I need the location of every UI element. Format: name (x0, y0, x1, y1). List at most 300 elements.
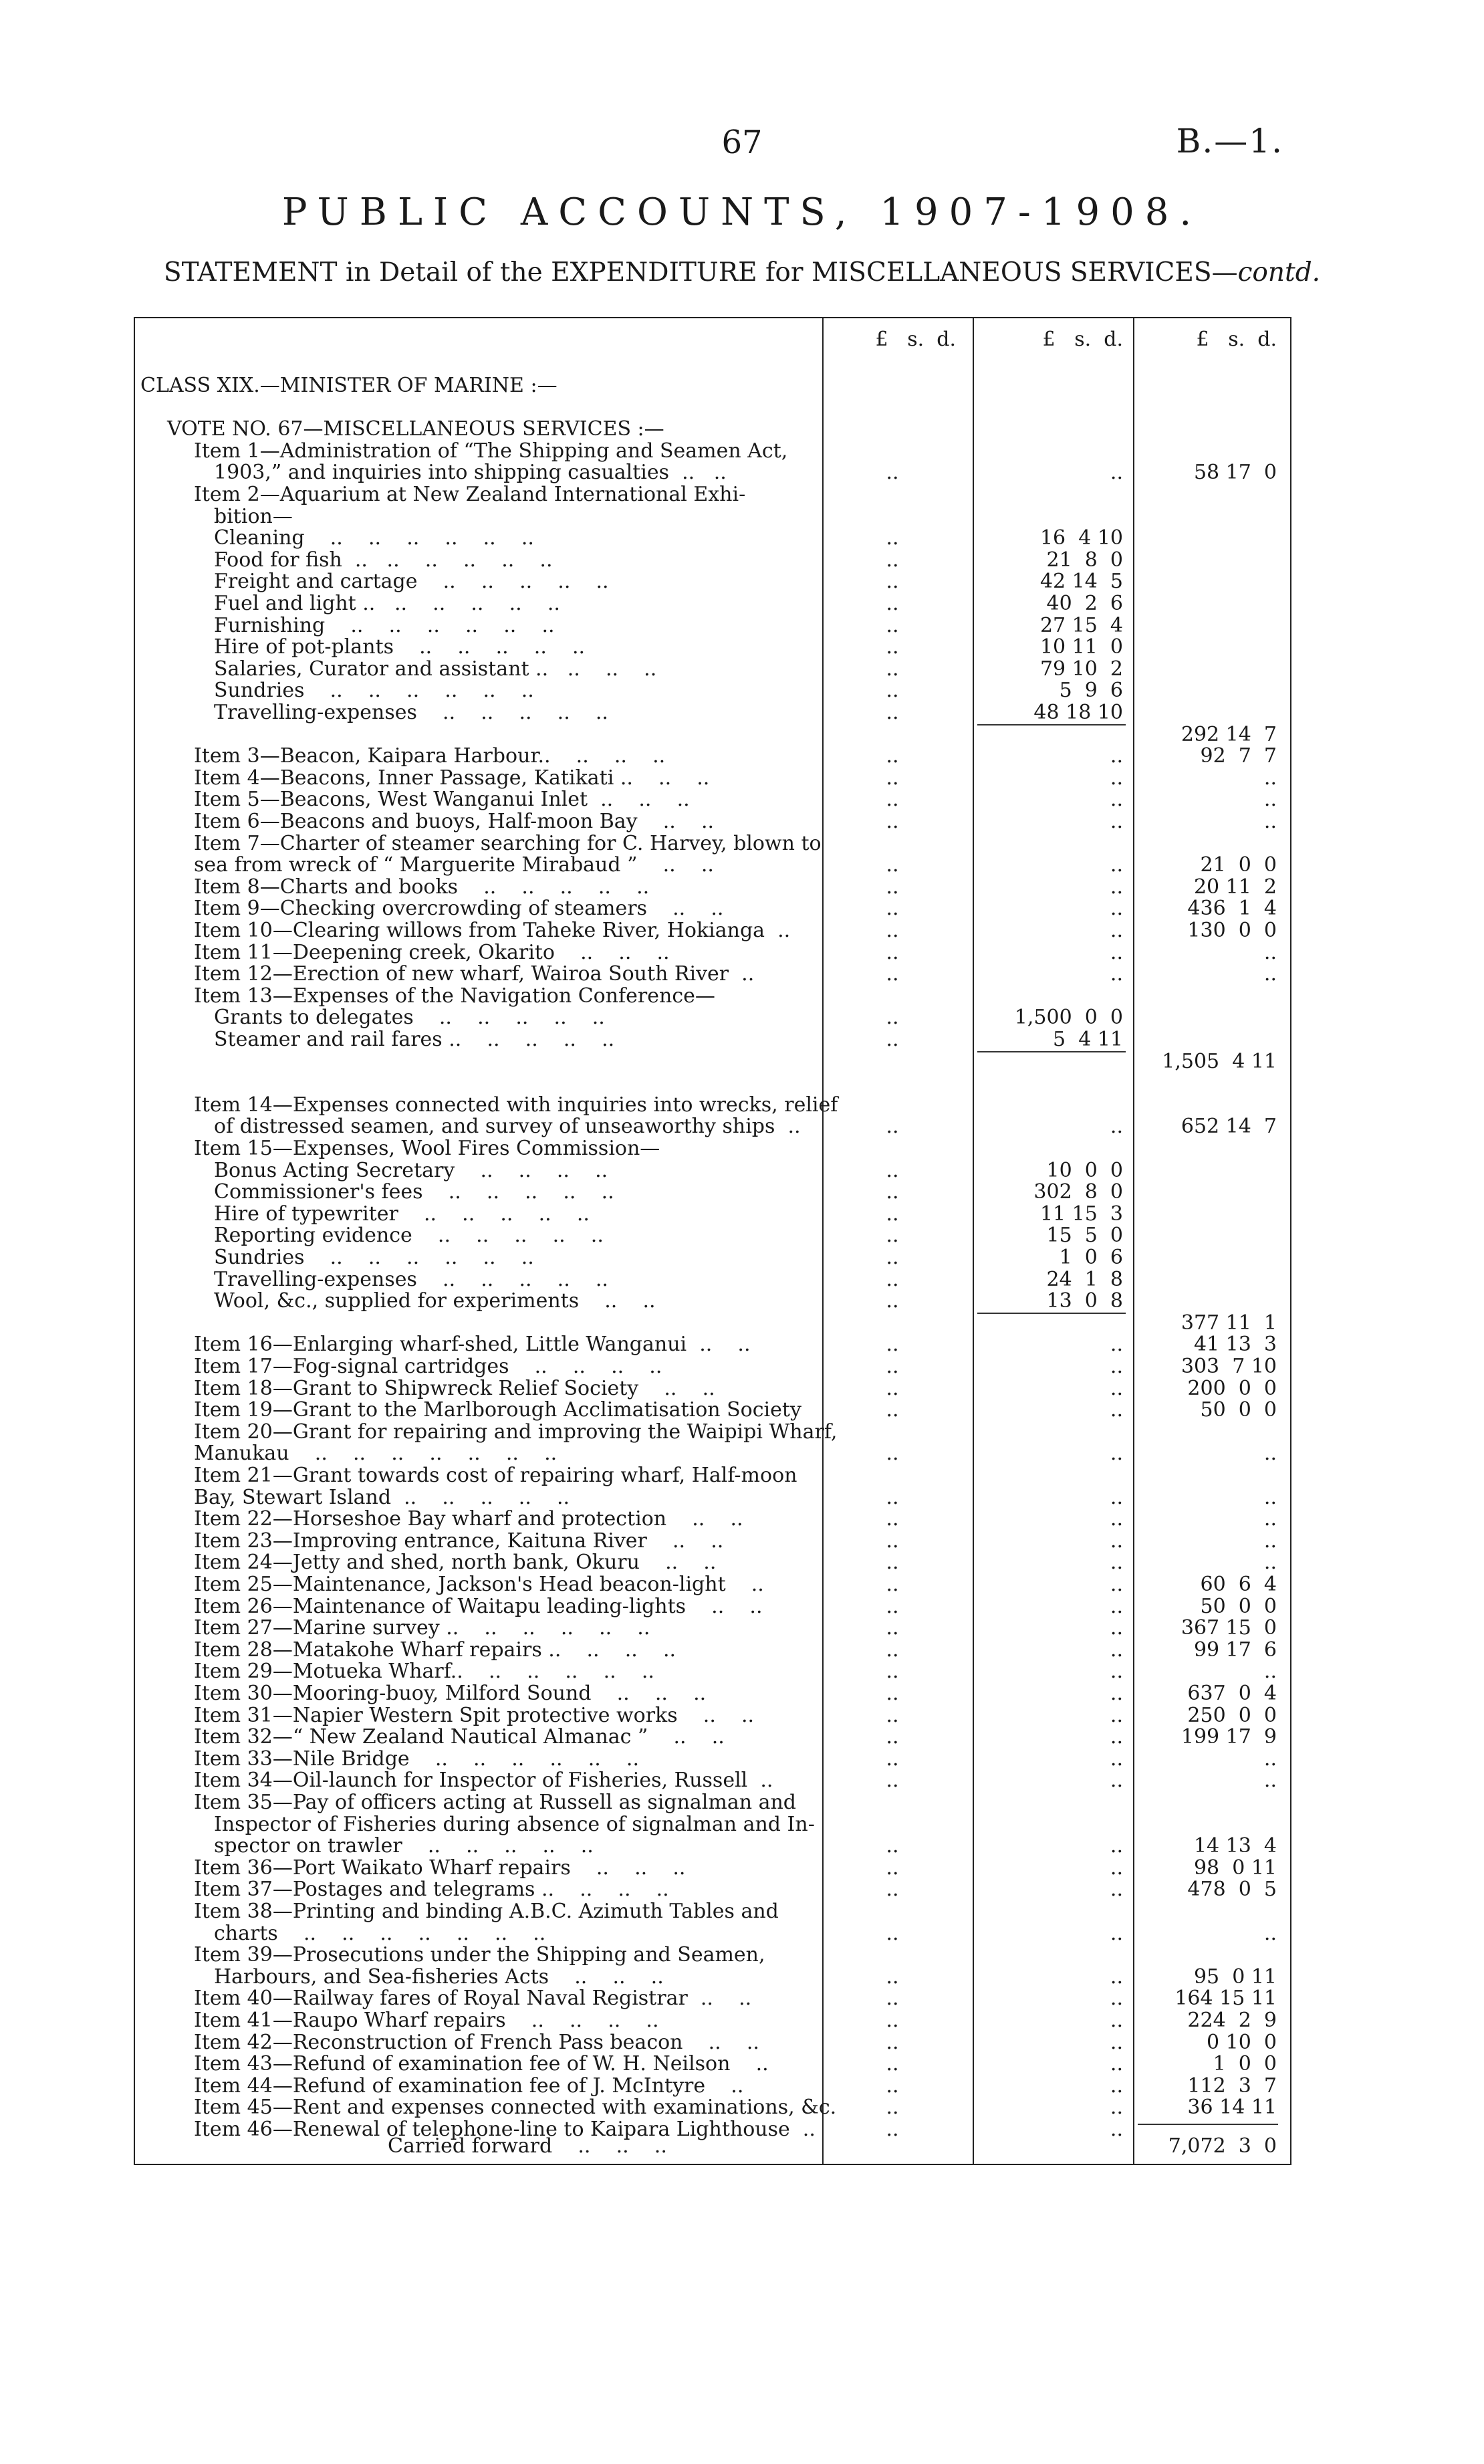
table-row (0, 1006, 1484, 1029)
row-amount-col2: .. (1110, 1987, 1123, 2011)
table-row (0, 1573, 1484, 1596)
row-label: VOTE NO. 67—MISCELLANEOUS SERVICES :— (167, 417, 664, 441)
table-row (0, 1639, 1484, 1662)
row-label: Manukau .. .. .. .. .. .. .. (194, 1442, 558, 1466)
row-amount-col2: .. (1110, 1442, 1123, 1466)
row-amount-col3: 50 0 0 (1200, 1594, 1277, 1618)
table-row (0, 1028, 1484, 1051)
row-label: Item 26—Maintenance of Waitapu leading-lights .. .. (194, 1594, 763, 1618)
row-label: sea from wreck of “ Marguerite Mirabaud ” .. .. (194, 853, 714, 877)
table-row (0, 1050, 1484, 1073)
table-row (0, 679, 1484, 702)
row-amount-col1: .. (886, 1180, 899, 1204)
row-amount-col3: 92 7 7 (1200, 744, 1277, 768)
row-amount-col3: 250 0 0 (1187, 1703, 1277, 1727)
row-label: Grants to delegates .. .. .. .. .. (214, 1006, 605, 1030)
table-row (0, 1748, 1484, 1771)
row-amount-col2: .. (1110, 1638, 1123, 1662)
table-row (0, 397, 1484, 419)
carried-forward-row (0, 2135, 1484, 2158)
row-amount-col2: .. (1110, 962, 1123, 986)
row-amount-col1: .. (886, 2074, 899, 2098)
row-amount-col1: .. (886, 1638, 899, 1662)
row-amount-col1: .. (886, 1573, 899, 1596)
row-amount-col2: 42 14 5 (1039, 570, 1123, 594)
table-row (0, 897, 1484, 920)
row-amount-col1: .. (886, 1987, 899, 2011)
row-label: Item 11—Deepening creek, Okarito .. .. .. (194, 940, 670, 964)
table-row (0, 745, 1484, 768)
row-amount-col2: .. (1110, 810, 1123, 833)
row-amount-col1: .. (886, 461, 899, 485)
row-amount-col1: .. (886, 766, 899, 790)
table-row (0, 1072, 1484, 1095)
row-amount-col1: .. (886, 875, 899, 899)
table-top-rule (134, 317, 1291, 318)
document-reference: B.—1. (1176, 122, 1283, 160)
table-row (0, 1464, 1484, 1487)
row-amount-col1: .. (886, 919, 899, 942)
row-amount-col1: .. (886, 1442, 899, 1466)
row-label: Item 35—Pay of officers acting at Russell as signalman and (194, 1791, 796, 1814)
page-number: 67 (721, 124, 763, 161)
row-amount-col2: .. (1110, 1376, 1123, 1400)
table-row (0, 1987, 1484, 2010)
row-amount-col2: 24 1 8 (1046, 1267, 1123, 1291)
row-amount-col2: 16 4 10 (1039, 526, 1123, 550)
row-amount-col2: .. (1110, 2030, 1123, 2054)
table-row (0, 2009, 1484, 2032)
row-amount-col1: .. (886, 1769, 899, 1793)
row-amount-col1: .. (886, 1355, 899, 1378)
row-amount-col2: .. (1110, 1398, 1123, 1422)
row-amount-col1: .. (886, 657, 899, 681)
row-amount-col3: .. (1263, 1507, 1277, 1531)
row-label: Item 43—Refund of examination fee of W. H. Neilson .. (194, 2052, 769, 2076)
row-amount-col1: .. (886, 2030, 899, 2054)
row-label: Item 30—Mooring-buoy, Milford Sound .. .. .. (194, 1682, 707, 1705)
row-amount-col2: 13 0 8 (1046, 1289, 1123, 1313)
row-label: Item 39—Prosecutions under the Shipping and Seamen, (194, 1943, 765, 1967)
row-label: Wool, &c., supplied for experiments .. .. (214, 1289, 656, 1313)
row-label: Fuel and light .. .. .. .. .. .. (214, 592, 560, 615)
table-row (0, 418, 1484, 441)
row-amount-col2: .. (1110, 1355, 1123, 1378)
row-amount-col3: 224 2 9 (1187, 2009, 1277, 2032)
row-label: Item 27—Marine survey .. .. .. .. .. .. (194, 1616, 650, 1640)
row-amount-col3: .. (1263, 810, 1277, 833)
row-amount-col3: 303 7 10 (1181, 1355, 1277, 1378)
row-label: Freight and cartage .. .. .. .. .. (214, 570, 609, 594)
row-amount-col1: .. (886, 1703, 899, 1727)
row-amount-col1: .. (886, 679, 899, 703)
row-label: Commissioner's fees .. .. .. .. .. (214, 1180, 614, 1204)
table-row (0, 1682, 1484, 1705)
row-amount-col2: .. (1110, 766, 1123, 790)
row-amount-col1: .. (886, 1485, 899, 1509)
table-row (0, 1094, 1484, 1117)
row-label: Item 41—Raupo Wharf repairs .. .. .. .. (194, 2009, 659, 2032)
table-row (0, 1944, 1484, 1967)
row-amount-col1: .. (886, 1507, 899, 1531)
table-row (0, 701, 1484, 724)
table-row (0, 2053, 1484, 2076)
row-amount-col1: .. (886, 1594, 899, 1618)
row-amount-col3: 112 3 7 (1187, 2074, 1277, 2098)
table-row (0, 440, 1484, 463)
row-label: Item 15—Expenses, Wool Fires Commission— (194, 1137, 660, 1160)
row-amount-col3: .. (1263, 940, 1277, 964)
row-label: Item 10—Clearing willows from Taheke River, Hokianga .. (194, 919, 791, 942)
row-amount-col2: .. (1110, 2052, 1123, 2076)
table-row (0, 483, 1484, 506)
row-amount-col3: 1,505 4 11 (1162, 1049, 1277, 1073)
row-amount-col3: 377 11 1 (1181, 1311, 1277, 1335)
table-row (0, 985, 1484, 1008)
row-amount-col2: .. (1110, 1115, 1123, 1139)
row-amount-col3: 199 17 9 (1181, 1725, 1277, 1749)
row-label: Reporting evidence .. .. .. .. .. (214, 1224, 604, 1248)
row-amount-col3: .. (1263, 766, 1277, 790)
row-label: Item 37—Postages and telegrams .. .. .. .. (194, 1878, 669, 1902)
row-amount-col1: .. (886, 1921, 899, 1945)
row-amount-col2: 40 2 6 (1046, 592, 1123, 615)
row-amount-col2: .. (1110, 1507, 1123, 1531)
row-amount-col1: .. (886, 1856, 899, 1880)
row-amount-col2: 5 4 11 (1053, 1028, 1123, 1051)
table-row (0, 1224, 1484, 1247)
row-amount-col1: .. (886, 853, 899, 877)
row-label: Item 21—Grant towards cost of repairing wharf, Half-moon (194, 1464, 797, 1487)
row-amount-col1: .. (886, 701, 899, 724)
row-amount-col2: 79 10 2 (1039, 657, 1123, 681)
row-amount-col1: .. (886, 1224, 899, 1248)
row-amount-col3: 478 0 5 (1187, 1878, 1277, 1902)
row-amount-col1: .. (886, 962, 899, 986)
row-amount-col1: .. (886, 2096, 899, 2120)
table-row (0, 461, 1484, 484)
table-row (0, 919, 1484, 942)
row-amount-col1: .. (886, 1202, 899, 1226)
row-amount-col2: 48 18 10 (1033, 701, 1123, 724)
row-label: Item 38—Printing and binding A.B.C. Azimuth Tables and (194, 1900, 779, 1923)
row-amount-col2: 27 15 4 (1039, 613, 1123, 637)
row-label: Inspector of Fisheries during absence of signalman and In- (214, 1812, 815, 1836)
table-row (0, 1857, 1484, 1880)
row-amount-col2: .. (1110, 1878, 1123, 1902)
row-amount-col3: 130 0 0 (1187, 919, 1277, 942)
table-row (0, 527, 1484, 550)
row-amount-col3: 200 0 0 (1187, 1376, 1277, 1400)
row-amount-col2: .. (1110, 1573, 1123, 1596)
row-amount-col3: 58 17 0 (1193, 461, 1277, 485)
row-label: Item 4—Beacons, Inner Passage, Katikati .. .. .. (194, 766, 710, 790)
table-row (0, 658, 1484, 681)
row-amount-col2: .. (1110, 1747, 1123, 1771)
row-amount-col1: .. (886, 526, 899, 550)
table-row (0, 1312, 1484, 1335)
row-amount-col1: .. (886, 1246, 899, 1269)
table-row (0, 1791, 1484, 1814)
row-label: Item 5—Beacons, West Wanganui Inlet .. .. .. (194, 788, 690, 812)
row-label: Item 23—Improving entrance, Kaituna River .. .. (194, 1529, 724, 1553)
statement-subtitle (0, 257, 1484, 288)
row-amount-col3: 14 13 4 (1193, 1834, 1277, 1858)
row-amount-col1: .. (886, 1006, 899, 1030)
page-title: PUBLIC ACCOUNTS, 1907-1908. (281, 191, 1203, 234)
column-header-3: £ s. d. (1196, 328, 1277, 351)
row-label: Item 1—Administration of “The Shipping and Seamen Act, (194, 439, 788, 463)
row-amount-col1: .. (886, 1529, 899, 1553)
row-amount-col2: 1 0 6 (1059, 1246, 1123, 1269)
row-amount-col3: 652 14 7 (1181, 1115, 1277, 1139)
row-amount-col3: .. (1263, 1660, 1277, 1684)
row-amount-col2: 1,500 0 0 (1014, 1006, 1123, 1030)
table-bottom-rule (134, 2164, 1291, 2165)
row-amount-col1: .. (886, 548, 899, 572)
row-label: Item 13—Expenses of the Navigation Conference— (194, 984, 715, 1008)
row-amount-col2: 10 0 0 (1046, 1158, 1123, 1182)
row-label: Cleaning .. .. .. .. .. .. (214, 526, 534, 550)
row-amount-col2: .. (1110, 1682, 1123, 1705)
row-amount-col1: .. (886, 1660, 899, 1684)
row-amount-col1: .. (886, 810, 899, 833)
row-label: Item 36—Port Waikato Wharf repairs .. .. .. (194, 1856, 686, 1880)
row-amount-col2: .. (1110, 1725, 1123, 1749)
row-label: Item 46—Renewal of telephone-line to Kaipara Lighthouse .. (194, 2118, 816, 2141)
row-amount-col1: .. (886, 1682, 899, 1705)
row-label: Furnishing .. .. .. .. .. .. (214, 613, 555, 637)
row-label: Harbours, and Sea-fisheries Acts .. .. .. (214, 1965, 664, 1989)
table-row (0, 1246, 1484, 1269)
row-label: Item 12—Erection of new wharf, Wairoa South River .. (194, 962, 755, 986)
table-row (0, 1813, 1484, 1836)
table-row (0, 570, 1484, 593)
table-row (0, 549, 1484, 572)
table-row (0, 941, 1484, 964)
row-amount-col2: .. (1110, 2118, 1123, 2141)
row-label: Item 24—Jetty and shed, north bank, Okuru .. .. (194, 1551, 717, 1575)
row-label: Item 28—Matakohe Wharf repairs .. .. .. .. (194, 1638, 676, 1662)
column-header-1: £ s. d. (875, 328, 956, 351)
row-label: Item 9—Checking overcrowding of steamers .. .. (194, 897, 724, 921)
column-header-2: £ s. d. (1042, 328, 1123, 351)
table-row (0, 1617, 1484, 1640)
row-amount-col2: 10 11 0 (1039, 635, 1123, 659)
table-row (0, 1421, 1484, 1444)
row-label: Item 44—Refund of examination fee of J. McIntyre .. (194, 2074, 744, 2098)
row-label: Hire of typewriter .. .. .. .. .. (214, 1202, 590, 1226)
row-label: Item 14—Expenses connected with inquiries into wrecks, relief (194, 1093, 838, 1117)
carried-forward-total: 7,072 3 0 (1168, 2134, 1277, 2158)
row-label: Item 45—Rent and expenses connected with examinations, &c. (194, 2096, 837, 2120)
row-amount-col2: .. (1110, 919, 1123, 942)
row-amount-col1: .. (886, 635, 899, 659)
row-amount-col1: .. (886, 1616, 899, 1640)
table-row (0, 1181, 1484, 1204)
row-amount-col2: .. (1110, 2074, 1123, 2098)
row-label: Item 32—“ New Zealand Nautical Almanac ” .. .. (194, 1725, 725, 1749)
row-amount-col2: .. (1110, 1594, 1123, 1618)
table-row (0, 1530, 1484, 1553)
row-amount-col1: .. (886, 1376, 899, 1400)
row-label: Item 7—Charter of steamer searching for C. Harvey, blown to (194, 831, 822, 855)
table-row (0, 854, 1484, 877)
row-amount-col1: .. (886, 1289, 899, 1313)
row-label: Item 6—Beacons and buoys, Half-moon Bay .. .. (194, 810, 715, 833)
table-row (0, 1159, 1484, 1182)
row-label: spector on trawler .. .. .. .. .. (214, 1834, 594, 1858)
row-amount-col2: .. (1110, 1769, 1123, 1793)
row-label: Bay, Stewart Island .. .. .. .. .. (194, 1485, 570, 1509)
row-label: Item 25—Maintenance, Jackson's Head beacon-light .. (194, 1573, 764, 1596)
row-amount-col3: .. (1263, 1529, 1277, 1553)
table-row (0, 1900, 1484, 1923)
table-row (0, 2075, 1484, 2098)
row-label: Item 18—Grant to Shipwreck Relief Society .. .. (194, 1376, 715, 1400)
table-row (0, 1595, 1484, 1618)
row-label: Item 19—Grant to the Marlborough Acclimatisation Society (194, 1398, 801, 1422)
row-label: Travelling-expenses .. .. .. .. .. (214, 1267, 608, 1291)
row-amount-col1: .. (886, 1551, 899, 1575)
row-label: Item 42—Reconstruction of French Pass beacon .. .. (194, 2030, 759, 2054)
row-label: Item 3—Beacon, Kaipara Harbour.. .. .. .. (194, 744, 666, 768)
row-amount-col2: 302 8 0 (1033, 1180, 1123, 1204)
row-amount-col2: .. (1110, 1921, 1123, 1945)
row-amount-col1: .. (886, 1878, 899, 1902)
table-row (0, 723, 1484, 746)
row-amount-col1: .. (886, 613, 899, 637)
table-row (0, 1377, 1484, 1400)
row-amount-col1: .. (886, 1398, 899, 1422)
table-row (0, 1442, 1484, 1465)
table-row (0, 1115, 1484, 1138)
row-label: Item 16—Enlarging wharf-shed, Little Wanganui .. .. (194, 1333, 751, 1357)
row-amount-col2: .. (1110, 2096, 1123, 2120)
row-amount-col3: 41 13 3 (1193, 1333, 1277, 1357)
row-amount-col1: .. (886, 1333, 899, 1357)
row-amount-col3: 60 6 4 (1200, 1573, 1277, 1596)
subtitle-contd: contd. (1237, 257, 1321, 288)
table-row (0, 1268, 1484, 1291)
row-label: charts .. .. .. .. .. .. .. (214, 1921, 546, 1945)
table-row (0, 1835, 1484, 1858)
row-label: Sundries .. .. .. .. .. .. (214, 679, 534, 703)
row-amount-col2: .. (1110, 897, 1123, 921)
table-row (0, 1137, 1484, 1160)
table-row (0, 1660, 1484, 1683)
row-amount-col1: .. (886, 1965, 899, 1989)
row-amount-col2: .. (1110, 744, 1123, 768)
row-label: Item 29—Motueka Wharf.. .. .. .. .. .. (194, 1660, 654, 1684)
row-label: CLASS XIX.—MINISTER OF MARINE :— (140, 374, 558, 397)
table-row (0, 2096, 1484, 2119)
table-row (0, 1333, 1484, 1356)
row-amount-col2: .. (1110, 1965, 1123, 1989)
row-amount-col2: .. (1110, 1834, 1123, 1858)
table-row (0, 1878, 1484, 1901)
table-row (0, 374, 1484, 397)
row-amount-col2: .. (1110, 1485, 1123, 1509)
row-amount-col1: .. (886, 2118, 899, 2141)
row-label: Item 2—Aquarium at New Zealand International Exhi- (194, 483, 746, 506)
table-row (0, 1726, 1484, 1749)
table-row (0, 614, 1484, 637)
row-amount-col3: 0 10 0 (1207, 2030, 1277, 2054)
row-amount-col1: .. (886, 2009, 899, 2032)
row-label: Item 17—Fog-signal cartridges .. .. .. .. (194, 1355, 662, 1378)
row-amount-col3: .. (1263, 1551, 1277, 1575)
table-row (0, 1922, 1484, 1945)
table-row (0, 1399, 1484, 1422)
table-row (0, 810, 1484, 833)
row-amount-col2: .. (1110, 1551, 1123, 1575)
row-amount-col2: .. (1110, 1660, 1123, 1684)
row-amount-col3: .. (1263, 1769, 1277, 1793)
row-label: Item 20—Grant for repairing and improving the Waipipi Wharf, (194, 1420, 838, 1444)
row-label: Item 40—Railway fares of Royal Naval Registrar .. .. (194, 1987, 752, 2011)
row-label: Item 31—Napier Western Spit protective works .. .. (194, 1703, 755, 1727)
row-amount-col1: .. (886, 1725, 899, 1749)
row-label: of distressed seamen, and survey of unseaworthy ships .. (214, 1115, 801, 1139)
table-row (0, 592, 1484, 615)
table-row (0, 1355, 1484, 1378)
table-row (0, 788, 1484, 811)
table-row (0, 963, 1484, 986)
table-row (0, 506, 1484, 528)
row-amount-col2: .. (1110, 788, 1123, 812)
row-amount-col3: 36 14 11 (1187, 2096, 1277, 2120)
row-amount-col1: .. (886, 897, 899, 921)
row-amount-col3: 98 0 11 (1193, 1856, 1277, 1880)
row-amount-col1: .. (886, 1115, 899, 1139)
table-row (0, 1769, 1484, 1792)
row-amount-col3: .. (1263, 1442, 1277, 1466)
row-amount-col2: 21 8 0 (1046, 548, 1123, 572)
row-label: Steamer and rail fares .. .. .. .. .. (214, 1028, 615, 1051)
row-amount-col2: .. (1110, 1529, 1123, 1553)
row-amount-col2: .. (1110, 1616, 1123, 1640)
row-amount-col2: 15 5 0 (1046, 1224, 1123, 1248)
row-amount-col1: .. (886, 1158, 899, 1182)
row-amount-col1: .. (886, 570, 899, 594)
row-amount-col3: .. (1263, 962, 1277, 986)
row-amount-col2: 11 15 3 (1039, 1202, 1123, 1226)
row-amount-col3: 21 0 0 (1200, 853, 1277, 877)
row-amount-col2: .. (1110, 1703, 1123, 1727)
row-amount-col3: 637 0 4 (1187, 1682, 1277, 1705)
row-label: Food for fish .. .. .. .. .. .. (214, 548, 553, 572)
table-row (0, 876, 1484, 899)
row-amount-col2: .. (1110, 1333, 1123, 1357)
row-label: Sundries .. .. .. .. .. .. (214, 1246, 534, 1269)
carried-forward-rule (1138, 2124, 1278, 2125)
row-amount-col2: 5 9 6 (1059, 679, 1123, 703)
table-row (0, 1203, 1484, 1226)
row-label: Hire of pot-plants .. .. .. .. .. (214, 635, 586, 659)
table-row (0, 1551, 1484, 1574)
row-amount-col2: .. (1110, 1856, 1123, 1880)
row-amount-col2: .. (1110, 461, 1123, 485)
row-label: Item 22—Horseshoe Bay wharf and protection .. .. (194, 1507, 743, 1531)
row-amount-col2: .. (1110, 2009, 1123, 2032)
row-amount-col1: .. (886, 592, 899, 615)
row-amount-col1: .. (886, 1028, 899, 1051)
row-amount-col3: .. (1263, 1921, 1277, 1945)
row-label: bition— (214, 504, 293, 528)
row-amount-col3: 436 1 4 (1187, 897, 1277, 921)
subtitle-main: STATEMENT in Detail of the EXPENDITURE for MISCELLANEOUS SERVICES— (163, 257, 1238, 288)
